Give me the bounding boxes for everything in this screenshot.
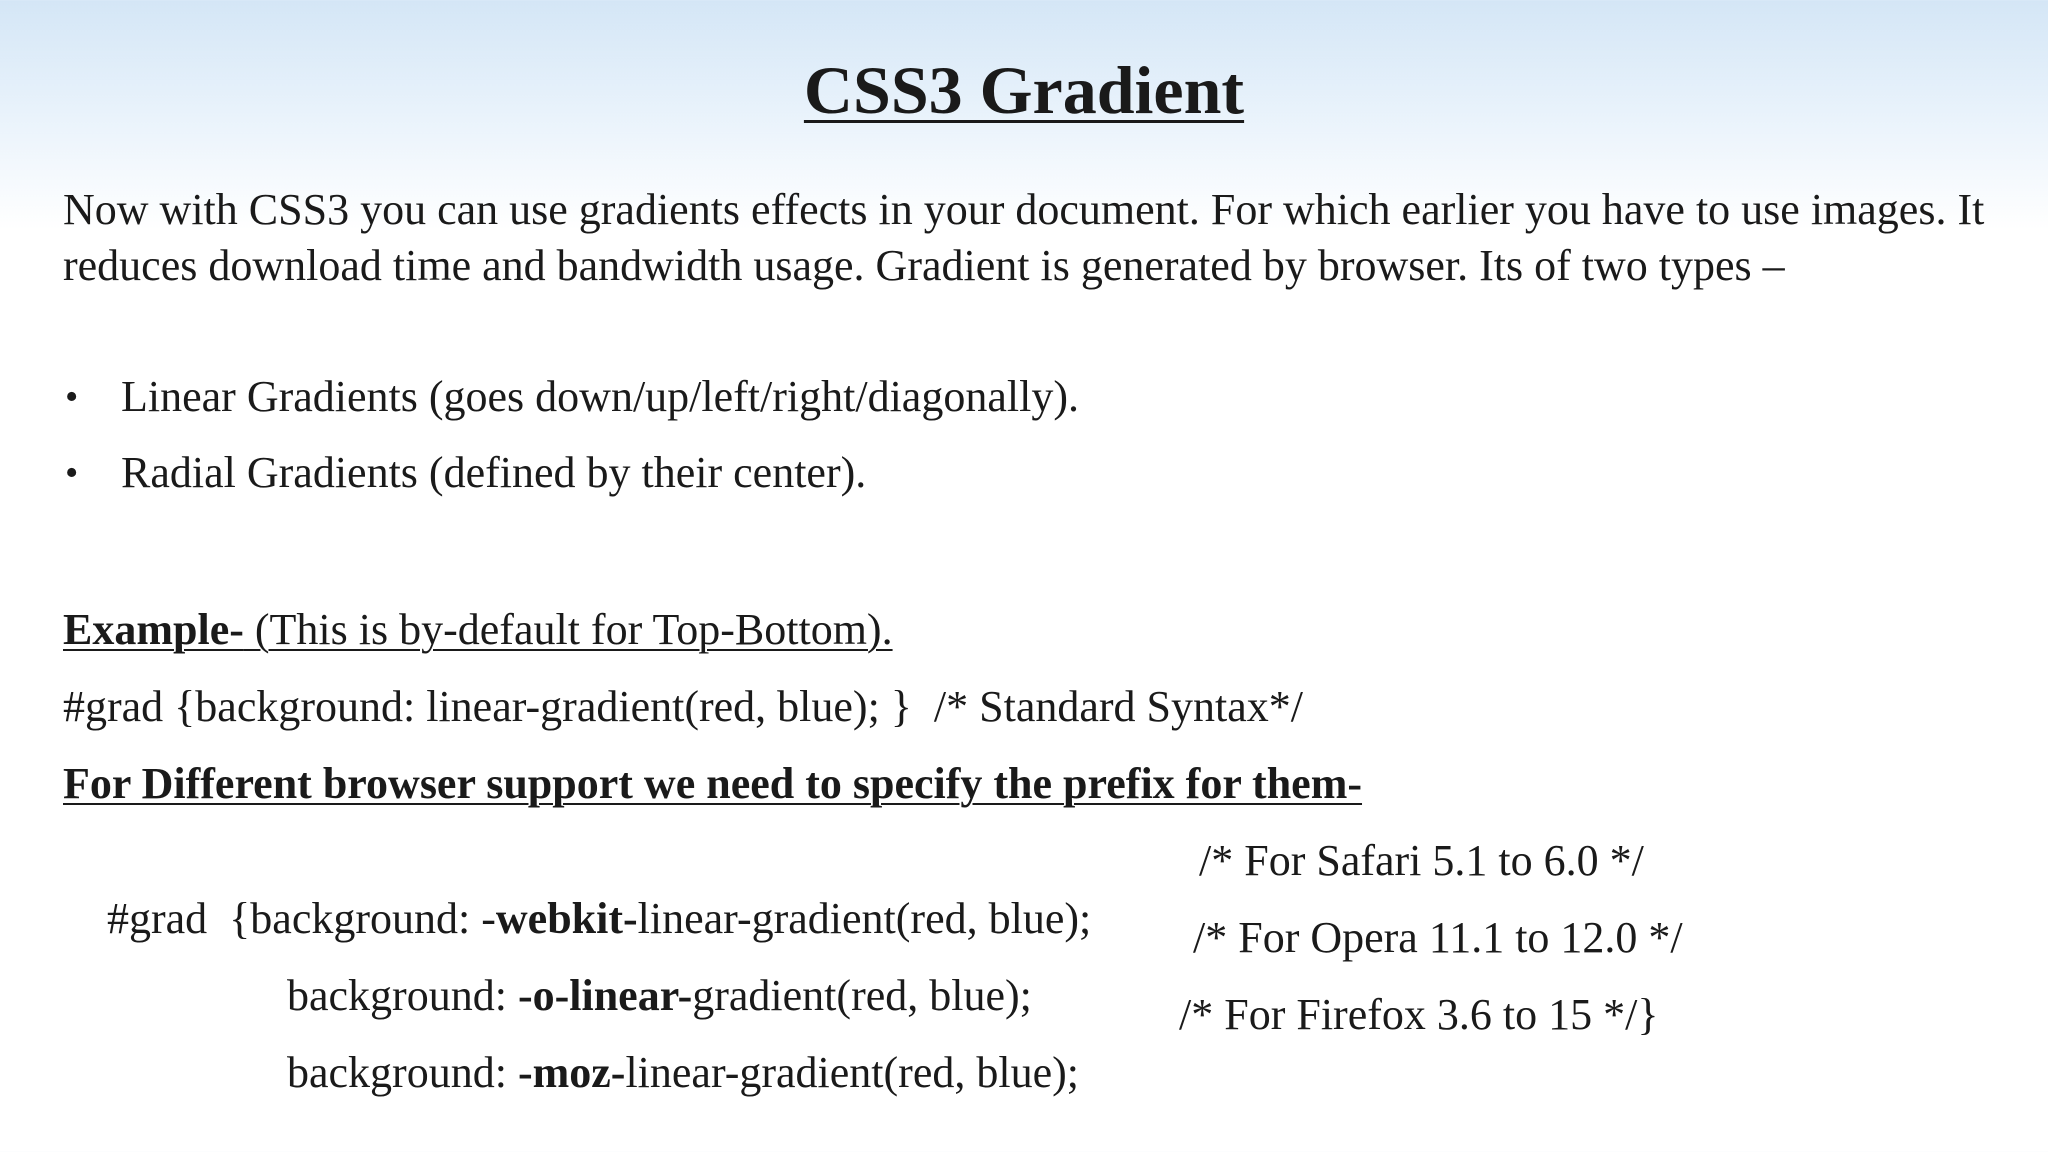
list-item-text: Linear Gradients (goes down/up/left/right/diagonally). [121,372,1079,421]
firefox-prefix-line [243,986,1659,1152]
code-value: linear-gradient(red, blue); [625,1048,1079,1097]
gradient-types-list [63,368,1963,520]
prefix-heading: For Different browser support we need to specify the prefix for them- [63,759,1363,808]
code-comment: /* For Safari 5.1 to 6.0 */ [1199,836,1644,885]
code-comment: /* For Opera 11.1 to 12.0 */ [1193,913,1683,962]
code-value: linear-gradient(red, blue); [637,894,1092,943]
vendor-prefix: webkit- [495,894,638,943]
list-item [63,444,1963,502]
bullet-icon: • [65,452,79,494]
bullet-icon: • [65,376,79,418]
code-value: gradient(red, blue); [692,971,1032,1020]
example-note: (This is by-default for Top-Bottom). [243,605,893,654]
code-prefix: background: [287,971,518,1020]
slide-title: CSS3 Gradient [803,52,1245,128]
code-prefix: background: [287,1048,518,1097]
list-item [63,368,1963,426]
code-comment: /* For Firefox 3.6 to 15 */} [1179,990,1659,1039]
standard-comment: /* Standard Syntax*/ [922,682,1304,731]
standard-syntax-line [63,678,1303,736]
vendor-prefix: -moz- [517,1048,626,1097]
code-prefix: #grad {background: - [107,894,496,943]
example-heading [63,601,893,659]
intro-paragraph: Now with CSS3 you can use gradients effects in your document. For which earlier you have to use images. It reduces download time and bandwidth usage. Gradient is generated by browser. Its of two types – [63,185,1985,290]
example-label: Example- [63,605,244,654]
vendor-prefix: -o-linear- [517,971,693,1020]
standard-code: #grad {background: linear-gradient(red, blue); } [63,682,923,731]
list-item-text: Radial Gradients (defined by their center). [121,448,867,497]
